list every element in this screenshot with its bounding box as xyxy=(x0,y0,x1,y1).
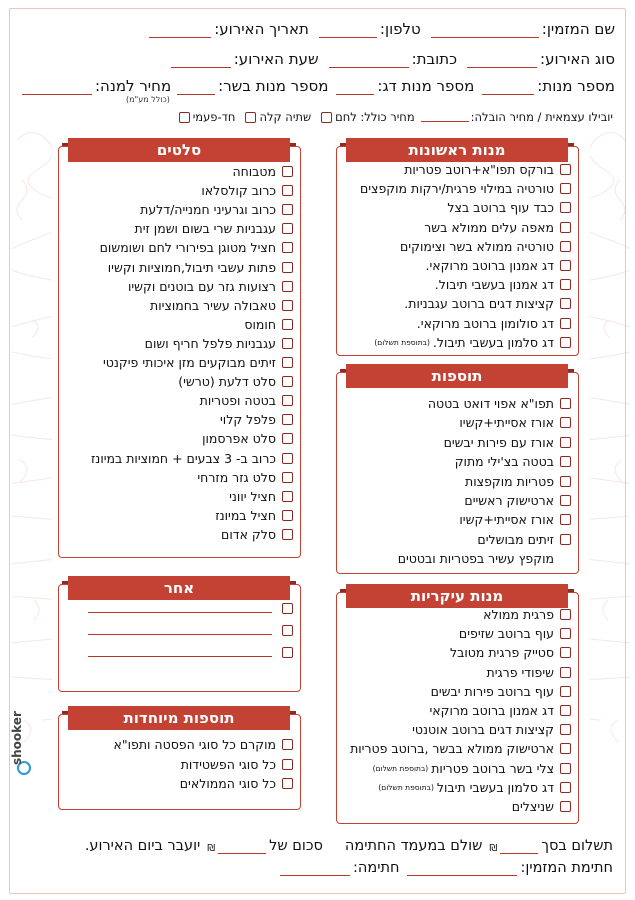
special-extra-item-label: מוקרם כל סוגי הפסטה ותפו"א xyxy=(113,737,276,752)
other-line-3[interactable] xyxy=(88,656,272,657)
salad-item[interactable] xyxy=(128,279,293,294)
signature-field[interactable] xyxy=(280,862,350,876)
first-course-checkbox[interactable] xyxy=(560,279,571,290)
extra-checkbox[interactable] xyxy=(560,398,571,409)
special-extra-item[interactable] xyxy=(114,737,293,752)
other-title: אחר xyxy=(68,576,290,600)
first-course-item-label: כבד עוף ברוטב בצל xyxy=(447,200,554,216)
main-course-item-label: סטייק פרגית מטובל xyxy=(450,645,554,661)
extra-item[interactable] xyxy=(398,551,571,566)
address-label: כתובת: xyxy=(411,50,458,68)
extra-item[interactable] xyxy=(465,474,571,489)
first-course-item-label: דג אמנון ברוטב מרוקאי. xyxy=(425,258,554,273)
signature-label: חתימה: xyxy=(353,860,400,876)
first-course-item[interactable] xyxy=(417,316,571,331)
salad-checkbox[interactable] xyxy=(282,510,293,521)
salad-item-label: חציל מטוגן בפירורי לחם ושומשום xyxy=(99,240,276,256)
special-extra-checkbox[interactable] xyxy=(282,759,293,770)
extra-item-label: ארטישוק ראשיים xyxy=(464,493,554,508)
brand-logo-text: shooker xyxy=(10,711,24,765)
phone-field[interactable] xyxy=(319,24,377,38)
light-drink-label: שתיה קלה xyxy=(259,110,312,124)
extra-checkbox[interactable] xyxy=(560,456,571,467)
first-course-checkbox[interactable] xyxy=(560,222,571,233)
extra-item-label: אורז אסייתי+קשיו xyxy=(459,512,554,528)
other-line-1[interactable] xyxy=(88,612,272,613)
salad-item[interactable] xyxy=(201,183,293,198)
extra-item-label: תפו"א אפוי דואט בטטה xyxy=(427,396,554,411)
main-course-item-label: צלי בשר ברוטב פטריות xyxy=(431,760,554,776)
extra-item[interactable] xyxy=(428,396,571,411)
main-course-item[interactable] xyxy=(512,799,571,814)
salad-item[interactable] xyxy=(150,298,293,313)
host-signature-label: חתימת המזמין: xyxy=(520,860,613,876)
main-course-item-label: עוף ברוטב שזיפים xyxy=(458,626,554,642)
salad-item[interactable] xyxy=(215,508,293,523)
salad-checkbox[interactable] xyxy=(282,472,293,483)
salad-checkbox[interactable] xyxy=(282,166,293,177)
extra-item-label: בטטה בצ'ילי מתוק xyxy=(454,454,554,470)
price-includes-label: מחיר כולל: לחם xyxy=(335,110,415,124)
extra-item[interactable] xyxy=(455,454,571,469)
extra-item-label: אורז עם פירות יבשים xyxy=(443,434,554,450)
special-extra-checkbox[interactable] xyxy=(282,778,293,789)
salad-item-label: עגבניות פלפל חריף ושום xyxy=(144,335,276,351)
main-course-item-tag: (בתוספת תשלום) xyxy=(372,763,429,773)
light-drink-checkbox[interactable] xyxy=(245,112,256,123)
footer-row-2 xyxy=(280,860,613,876)
salads-title: סלטים xyxy=(68,138,290,162)
main-course-item-label: שיפודי פרגית xyxy=(486,664,554,680)
salad-item[interactable] xyxy=(220,412,293,427)
shekel-symbol-1: ₪ xyxy=(489,843,498,854)
first-course-item[interactable] xyxy=(425,258,571,273)
num-fish-field[interactable] xyxy=(336,81,374,95)
salad-item[interactable] xyxy=(134,221,293,236)
first-course-item-label: מאפה עלים ממולא בשר xyxy=(424,219,554,235)
first-course-item[interactable] xyxy=(400,239,571,254)
sum-amount-field[interactable] xyxy=(218,840,266,854)
extra-item[interactable] xyxy=(459,415,571,430)
main-course-checkbox[interactable] xyxy=(560,782,571,793)
main-course-checkbox[interactable] xyxy=(560,743,571,754)
special-extra-item-label: כל סוגי הממולאים xyxy=(179,776,276,791)
salad-item-label: טאבולה עשיר בחמוציות xyxy=(150,297,276,313)
main-course-item-label: קציצות דגים ברוטב אוטנטי xyxy=(412,722,554,738)
salad-item-label: זיתים מבוקעים מזן איכותי פיקנטי xyxy=(102,355,276,370)
main-course-checkbox[interactable] xyxy=(560,609,571,620)
main-course-checkbox[interactable] xyxy=(560,801,571,812)
disposable-label: חד-פעמי xyxy=(192,110,236,124)
extra-item[interactable] xyxy=(464,493,571,508)
main-course-item[interactable] xyxy=(373,761,571,776)
salad-checkbox[interactable] xyxy=(282,529,293,540)
address-field[interactable] xyxy=(329,54,409,68)
other-line-2[interactable] xyxy=(88,634,272,635)
other-checkbox-2[interactable] xyxy=(282,625,293,636)
first-course-checkbox[interactable] xyxy=(560,241,571,252)
event-date-field[interactable] xyxy=(149,24,211,38)
main-course-item[interactable] xyxy=(431,684,571,699)
num-meat-label: מספר מנות בשר: xyxy=(218,77,329,95)
salad-item[interactable] xyxy=(232,164,293,179)
salad-item[interactable] xyxy=(108,260,293,275)
delivery-price-field[interactable] xyxy=(421,112,469,122)
main-course-item-label: דג סלמון בעשבי תיבול xyxy=(436,779,554,795)
salad-item[interactable] xyxy=(200,393,293,408)
first-course-item-label: דג אמנון בעשבי תיבול. xyxy=(434,277,554,293)
other-card xyxy=(58,584,301,692)
main-course-item[interactable] xyxy=(450,645,571,660)
extra-checkbox[interactable] xyxy=(560,437,571,448)
extra-checkbox[interactable] xyxy=(560,495,571,506)
price-per-portion-label: מחיר למנה: xyxy=(95,77,172,95)
salad-item-label: בטטה ופטריות xyxy=(199,393,276,409)
extra-checkbox[interactable] xyxy=(560,514,571,525)
first-course-checkbox[interactable] xyxy=(560,337,571,348)
decorative-pattern-left xyxy=(12,120,52,800)
salad-item-label: סלט דלעת (טרשי) xyxy=(178,374,276,390)
salad-checkbox[interactable] xyxy=(282,185,293,196)
main-course-item[interactable] xyxy=(487,665,571,680)
main-course-item-label: דג אמנון ברוטב מרוקאי xyxy=(429,703,554,718)
salad-item-label: סלט אפרסמון xyxy=(202,431,276,447)
salad-item[interactable] xyxy=(178,374,293,389)
main-course-checkbox[interactable] xyxy=(560,724,571,735)
options-row xyxy=(179,110,613,124)
main-course-item-label: פרגית ממולא xyxy=(483,607,554,622)
first-course-item[interactable] xyxy=(374,335,571,350)
salad-item-label: סלק אדום xyxy=(221,526,276,542)
first-course-checkbox[interactable] xyxy=(560,164,571,175)
extra-item-label: מוקפץ עשיר בפטריות ובטטים xyxy=(397,551,554,567)
first-course-item-label: קציצות דגים ברוטב עגבניות. xyxy=(404,296,554,312)
salad-item[interactable] xyxy=(202,431,293,446)
salad-checkbox[interactable] xyxy=(282,281,293,292)
num-meat-field[interactable] xyxy=(177,81,215,95)
num-portions-field[interactable] xyxy=(482,81,534,95)
event-type-field[interactable] xyxy=(467,54,537,68)
salad-item[interactable] xyxy=(103,355,293,370)
first-course-checkbox[interactable] xyxy=(560,318,571,329)
cash-amount-field[interactable] xyxy=(500,840,538,854)
main-course-item[interactable] xyxy=(378,780,571,795)
extra-item-label: זיתים מבושלים xyxy=(477,531,554,547)
first-course-item[interactable] xyxy=(404,296,571,311)
main-course-checkbox[interactable] xyxy=(560,628,571,639)
salad-checkbox[interactable] xyxy=(282,262,293,273)
extra-item-label: אורז אסייתי+קשיו xyxy=(459,415,554,431)
salad-item-label: חציל יווני xyxy=(229,488,276,504)
extra-checkbox[interactable] xyxy=(560,476,571,487)
salad-item[interactable] xyxy=(197,470,293,485)
salad-item-label: עגבניות שרי בשום ושמן זית xyxy=(134,221,276,237)
first-course-item-label: דג סלמון בעשבי תיבול. xyxy=(432,334,554,350)
salad-item[interactable] xyxy=(100,240,293,255)
first-course-checkbox[interactable] xyxy=(560,260,571,271)
main-course-item[interactable] xyxy=(483,607,571,622)
event-date-label: תאריך האירוע: xyxy=(214,20,309,38)
self-pickup-label: יובילו עצמאית / מחיר הובלה: xyxy=(470,110,613,124)
extra-item[interactable] xyxy=(477,532,571,547)
salad-item[interactable] xyxy=(140,202,293,217)
other-checkbox-3[interactable] xyxy=(282,647,293,658)
main-course-checkbox[interactable] xyxy=(560,763,571,774)
salad-item[interactable] xyxy=(244,317,293,332)
disposable-checkbox[interactable] xyxy=(179,112,190,123)
incl-vat-note: (כולל מע"מ) xyxy=(126,95,170,104)
first-course-checkbox[interactable] xyxy=(560,183,571,194)
first-course-checkbox[interactable] xyxy=(560,298,571,309)
salad-checkbox[interactable] xyxy=(282,338,293,349)
salad-item-label: חציל במיונז xyxy=(215,507,276,523)
salad-item-label: חומוס xyxy=(244,316,276,332)
extra-item-label: פטריות מוקפצות xyxy=(465,473,554,489)
special-extra-item-label: כל סוגי הפשטידות xyxy=(180,756,276,772)
extra-item[interactable] xyxy=(459,512,571,527)
header-row-1 xyxy=(149,20,615,38)
event-type-label: סוג האירוע: xyxy=(540,50,615,68)
first-course-item[interactable] xyxy=(360,181,571,196)
extra-checkbox[interactable] xyxy=(560,534,571,545)
salad-checkbox[interactable] xyxy=(282,453,293,464)
special-extra-checkbox[interactable] xyxy=(282,739,293,750)
shooker-logo-icon xyxy=(14,760,34,830)
host-name-field[interactable] xyxy=(431,24,539,38)
shekel-symbol-2: ₪ xyxy=(207,843,216,854)
main-course-item-label: עוף ברוטב פירות יבשים xyxy=(430,683,554,699)
phone-label: טלפון: xyxy=(379,20,421,38)
first-course-item[interactable] xyxy=(404,162,571,177)
first-course-item[interactable] xyxy=(435,277,571,292)
main-course-item-tag: (בתוספת תשלום) xyxy=(378,782,434,792)
main-course-checkbox[interactable] xyxy=(560,647,571,658)
host-signature-field[interactable] xyxy=(407,862,517,876)
other-checkbox-1[interactable] xyxy=(282,603,293,614)
salad-item-label: סלט גזר מזרחי xyxy=(197,469,276,485)
special-extras-title: תוספות מיוחדות xyxy=(68,706,290,730)
first-course-item[interactable] xyxy=(424,220,571,235)
salad-item[interactable] xyxy=(229,489,293,504)
salad-item-label: רצועות גזר עם בוטנים וקשיו xyxy=(127,278,276,294)
decorative-pattern-right xyxy=(590,120,630,800)
paid-at-signing-label: שולם במעמד החתימה xyxy=(344,838,483,854)
main-course-item-label: ארטישוק ממולא בבשר ,ברוטב פטריות xyxy=(350,741,554,757)
header-row-2 xyxy=(171,50,615,68)
first-course-item-label: טורטיה במילוי פרגית/ירקות מוקפצים xyxy=(359,181,554,197)
main-course-checkbox[interactable] xyxy=(560,705,571,716)
header-row-3 xyxy=(22,77,615,95)
first-course-item-label: דג סולומון ברוטב מרוקאי. xyxy=(416,315,554,331)
salad-item-label: פתות עשבי תיבול,חמוציות וקשיו xyxy=(107,259,276,275)
sum-of-label: סכום של xyxy=(269,838,323,854)
first-course-item-label: בורקס תפו"א+רוטב פטריות xyxy=(404,162,554,177)
cash-payment-label: תשלום בסך xyxy=(541,838,613,854)
salad-checkbox[interactable] xyxy=(282,491,293,502)
salad-checkbox[interactable] xyxy=(282,357,293,368)
salad-item[interactable] xyxy=(221,527,293,542)
first-course-item-tag: (בתוספת תשלום) xyxy=(374,337,430,347)
mains-title: מנות עיקריות xyxy=(346,584,568,608)
transferred-label: יועבר ביום האירוע. xyxy=(84,838,201,854)
main-course-checkbox[interactable] xyxy=(560,686,571,697)
event-time-field[interactable] xyxy=(171,54,231,68)
event-time-label: שעת האירוע: xyxy=(233,50,319,68)
extra-checkbox[interactable] xyxy=(560,417,571,428)
first-course-item-label: טורטיה ממולא בשר וצימוקים xyxy=(399,238,554,254)
first-course-item[interactable] xyxy=(447,200,571,215)
num-portions-label: מספר מנות: xyxy=(537,77,615,95)
main-course-checkbox[interactable] xyxy=(560,667,571,678)
price-per-portion-field[interactable] xyxy=(22,81,92,95)
extras-title: תוספות xyxy=(346,364,568,388)
salad-checkbox[interactable] xyxy=(282,223,293,234)
first-courses-title: מנות ראשונות xyxy=(346,138,568,162)
salad-item[interactable] xyxy=(145,336,293,351)
salad-item[interactable] xyxy=(91,451,293,466)
salad-checkbox[interactable] xyxy=(282,300,293,311)
salad-checkbox[interactable] xyxy=(282,319,293,330)
salad-checkbox[interactable] xyxy=(282,376,293,387)
main-course-item-label: שניצלים xyxy=(511,799,554,814)
salad-checkbox[interactable] xyxy=(282,414,293,425)
salad-item-label: פלפל קלוי xyxy=(220,412,276,428)
special-extra-item[interactable] xyxy=(181,757,293,772)
salad-item-label: כרוב ב- 3 צבעים + חמוציות במיונז xyxy=(90,450,276,466)
salad-checkbox[interactable] xyxy=(282,242,293,253)
main-course-item[interactable] xyxy=(429,703,571,718)
extra-item[interactable] xyxy=(444,435,571,450)
bread-checkbox[interactable] xyxy=(321,112,332,123)
salad-checkbox[interactable] xyxy=(282,395,293,406)
salad-item-label: כרוב קולסלאו xyxy=(201,183,276,199)
host-name-label: שם המזמין: xyxy=(541,20,615,38)
first-course-checkbox[interactable] xyxy=(560,202,571,213)
salad-item-label: מטבוחה xyxy=(232,164,276,179)
salad-checkbox[interactable] xyxy=(282,433,293,444)
main-course-item[interactable] xyxy=(350,741,571,756)
main-course-item[interactable] xyxy=(459,626,571,641)
special-extra-item[interactable] xyxy=(180,776,293,791)
salad-item-label: כרוב וגרעיני חמנייה/דלעת xyxy=(140,202,276,218)
main-course-item[interactable] xyxy=(412,722,571,737)
num-fish-label: מספר מנות דג: xyxy=(377,77,475,95)
footer-row-1 xyxy=(85,838,613,854)
salad-checkbox[interactable] xyxy=(282,204,293,215)
